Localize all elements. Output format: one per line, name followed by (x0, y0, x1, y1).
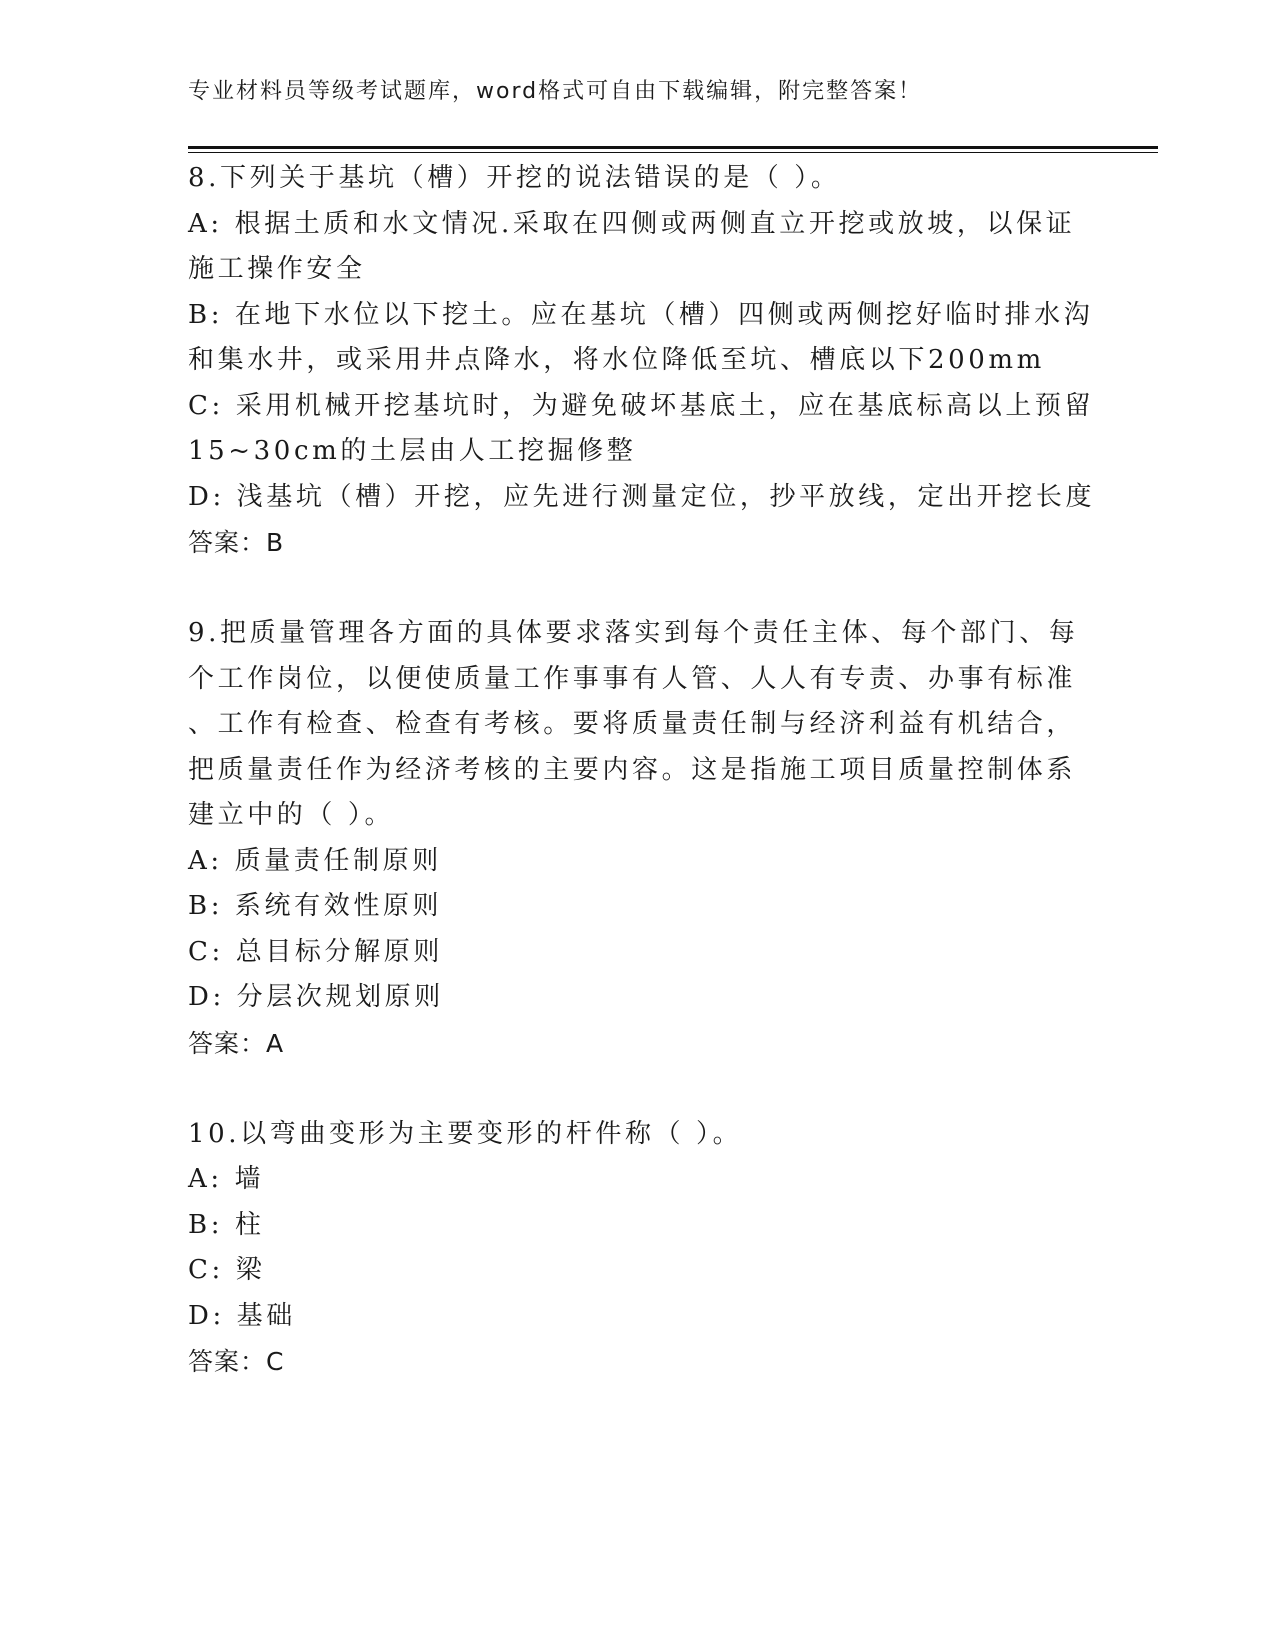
option-a: A: 质量责任制原则 (188, 845, 442, 876)
option-a-continued: 施工操作安全 (188, 254, 366, 284)
option-d: D: 分层次规划原则 (188, 982, 444, 1012)
answer: 答案：C (188, 1347, 285, 1376)
option-c: C: 梁 (188, 1255, 266, 1285)
question-8 (188, 156, 1096, 566)
question-stem-continued: 建立中的（ ）。 (188, 800, 395, 830)
answer: 答案：A (188, 1028, 285, 1058)
question-stem: 9.把质量管理各方面的具体要求落实到每个责任主体、每个部门、每 (188, 618, 1079, 648)
option-c: C: 采用机械开挖基坑时，为避免破坏基底土，应在基底标高以上预留 (188, 390, 1095, 421)
question-10 (188, 1112, 1088, 1385)
option-c: C: 总目标分解原则 (188, 936, 443, 967)
spacer (188, 566, 1088, 612)
option-c-continued: 15~30cm的土层由人工挖掘修整 (188, 436, 637, 466)
question-stem-continued: 、工作有检查、检查有考核。要将质量责任制与经济利益有机结合， (188, 709, 1077, 739)
question-stem-continued: 把质量责任作为经济考核的主要内容。这是指施工项目质量控制体系 (188, 754, 1077, 785)
header-divider (188, 146, 1158, 153)
question-stem-continued: 个工作岗位，以便使质量工作事事有人管、人人有专责、办事有标准 (188, 663, 1077, 694)
question-stem: 10.以弯曲变形为主要变形的杆件称（ ）。 (188, 1118, 743, 1149)
option-a: A: 墙 (188, 1164, 265, 1194)
answer: 答案：B (188, 528, 285, 557)
option-d: D: 基础 (188, 1300, 296, 1331)
option-a: A: 根据土质和水文情况.采取在四侧或两侧直立开挖或放坡，以保证 (188, 208, 1076, 239)
spacer (188, 1066, 1088, 1112)
question-9 (188, 611, 1088, 1066)
option-d: D: 浅基坑（槽）开挖，应先进行测量定位，抄平放线，定出开挖长度 (188, 481, 1096, 512)
question-list (188, 156, 1096, 1385)
option-b: B: 柱 (188, 1209, 265, 1240)
option-b: B: 在地下水位以下挖土。应在基坑（槽）四侧或两侧挖好临时排水沟 (188, 299, 1094, 330)
option-b-continued: 和集水井，或采用井点降水，将水位降低至坑、槽底以下200mm (188, 345, 1045, 375)
option-b: B: 系统有效性原则 (188, 891, 443, 921)
page-header: 专业材料员等级考试题库，word格式可自由下载编辑，附完整答案！ (188, 79, 923, 104)
question-stem: 8.下列关于基坑（槽）开挖的说法错误的是（ ）。 (188, 163, 841, 193)
